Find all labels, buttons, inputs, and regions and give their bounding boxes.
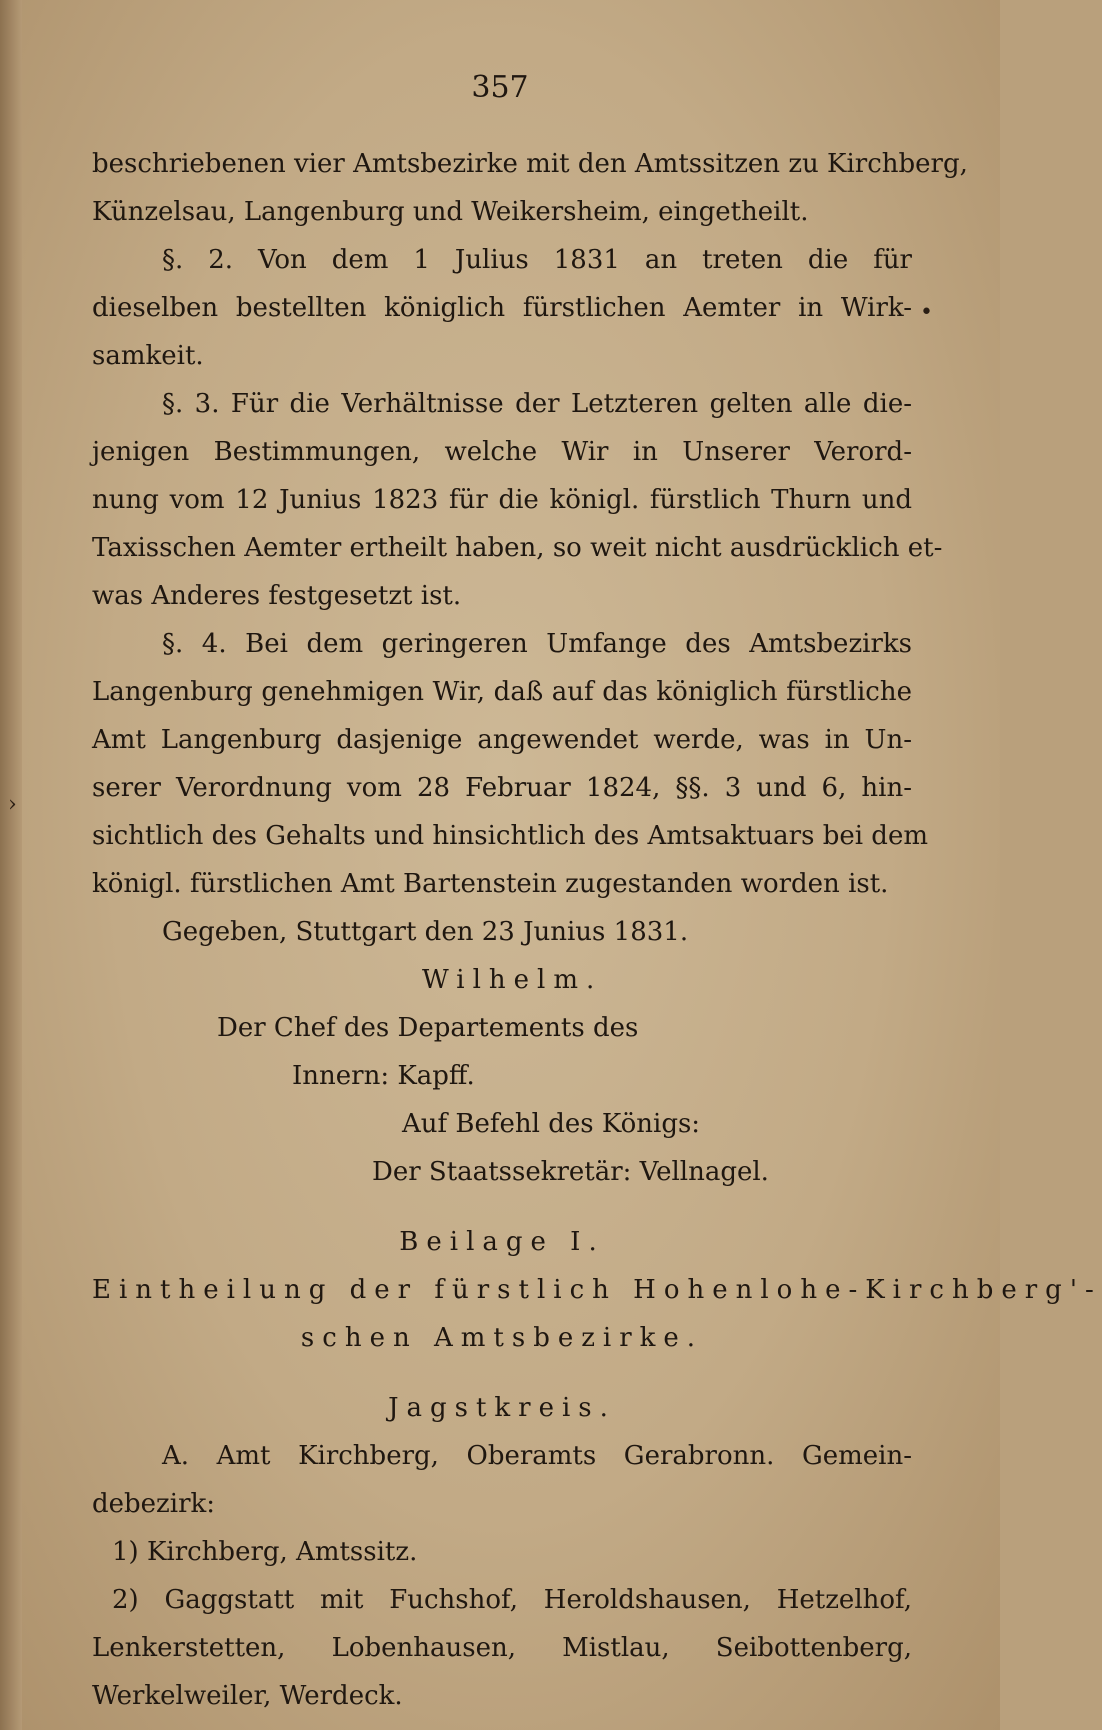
text-line: Amt Langenburg dasjenige angewendet werde, was in Un-: [92, 725, 912, 755]
text-line: königl. fürstlichen Amt Bartenstein zugestanden worden ist.: [92, 869, 889, 899]
list-item: 2) Gaggstatt mit Fuchshof, Heroldshausen, Hetzelhof,: [112, 1585, 912, 1615]
amt-a-line1: A. Amt Kirchberg, Oberamts Gerabronn. Gemein-: [162, 1441, 912, 1471]
list-item-continuation: Lenkerstetten, Lobenhausen, Mistlau, Seibottenberg,: [92, 1633, 912, 1663]
signature-chef-line1: Der Chef des Departements des: [217, 1013, 639, 1043]
given-date: Gegeben, Stuttgart den 23 Junius 1831.: [162, 917, 689, 947]
spacer: [92, 1196, 912, 1218]
text-line: beschriebenen vier Amtsbezirke mit den Amtssitzen zu Kirchberg,: [92, 149, 968, 179]
text-line: nung vom 12 Junius 1823 für die königl. fürstlich Thurn und: [92, 485, 912, 515]
text-line: sichtlich des Gehalts und hinsichtlich des Amtsaktuars bei dem: [92, 821, 928, 851]
eintheilung-heading-line2: schen Amtsbezirke.: [300, 1323, 704, 1353]
paragraph-2-line: §. 2. Von dem 1 Julius 1831 an treten die für: [162, 245, 912, 275]
text-line: jenigen Bestimmungen, welche Wir in Unserer Verord-: [92, 437, 912, 467]
beilage-heading: Beilage I.: [399, 1227, 605, 1257]
signature-sekretar: Der Staatssekretär: Vellnagel.: [372, 1157, 769, 1187]
paragraph-3-line: §. 3. Für die Verhältnisse der Letzteren gelten alle die-: [162, 389, 912, 419]
page-mark: ›: [8, 792, 17, 817]
ink-speck: •: [920, 300, 933, 325]
text-line: serer Verordnung vom 28 Februar 1824, §§. 3 und 6, hin-: [92, 773, 912, 803]
signature-king: Wilhelm.: [422, 965, 603, 995]
text-line: Langenburg genehmigen Wir, daß auf das königlich fürstliche: [92, 677, 912, 707]
text-line: was Anderes festgesetzt ist.: [92, 581, 462, 611]
text-line: dieselben bestellten königlich fürstlichen Aemter in Wirk-: [92, 293, 912, 323]
text-line: Taxisschen Aemter ertheilt haben, so weit nicht ausdrücklich et-: [92, 533, 943, 563]
list-item-continuation: Werkelweiler, Werdeck.: [92, 1681, 403, 1711]
paragraph-4-line: §. 4. Bei dem geringeren Umfange des Amtsbezirks: [162, 629, 912, 659]
eintheilung-heading-line1: Eintheilung der fürstlich Hohenlohe-Kirchberg'-: [92, 1275, 1102, 1305]
spacer: [92, 1362, 912, 1384]
text-line: samkeit.: [92, 341, 204, 371]
list-item: 1) Kirchberg, Amtssitz.: [112, 1537, 418, 1567]
page-left-edge: [0, 0, 22, 1730]
page-body: [92, 140, 1102, 1720]
page-number: 357: [471, 70, 529, 105]
signature-befehl: Auf Befehl des Königs:: [402, 1109, 701, 1139]
text-line: Künzelsau, Langenburg und Weikersheim, eingetheilt.: [92, 197, 809, 227]
signature-chef-line2: Innern: Kapff.: [292, 1061, 475, 1091]
amt-a-line2: debezirk:: [92, 1489, 216, 1519]
jagstkreis-heading: Jagstkreis.: [388, 1393, 616, 1423]
